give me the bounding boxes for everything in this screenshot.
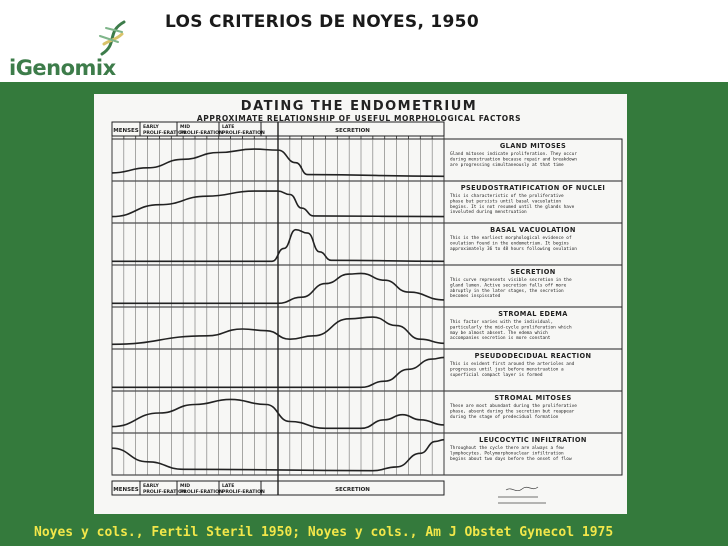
phase-label: MID: [180, 125, 191, 130]
panel-description: Gland mitoses indicate proliferation. They occur: [450, 152, 577, 157]
phase-label: MENSES: [113, 128, 139, 134]
panel-description: involuted during menstruation: [450, 210, 527, 216]
panel-title: LEUCOCYTIC INFILTRATION: [479, 436, 587, 444]
panel-description: lymphocytes. Polymorphonuclear infiltration: [450, 451, 564, 457]
panel-title: SECRETION: [510, 268, 556, 276]
panel-title: STROMAL MITOSES: [494, 394, 572, 402]
panel-description: are progressing simultaneously at that time: [450, 162, 564, 168]
panel-description: gland lumen. Active secretion falls off more: [450, 283, 567, 289]
panel-title: STROMAL EDEMA: [498, 310, 568, 318]
panel-title: PSEUDOSTRATIFICATION OF NUCLEI: [460, 184, 606, 192]
panel-title: GLAND MITOSES: [499, 142, 567, 150]
panel-description: This curve represents visible secretion in the: [450, 278, 572, 283]
phase-label: LATE: [222, 484, 235, 489]
panel-description: This factor varies with the individual,: [450, 320, 554, 325]
phase-label: PROLIF-ERATION: [222, 490, 265, 495]
panel-description: begins. It is not resumed until the glands have: [450, 204, 575, 210]
panel-description: approximately 36 to 48 hours following ovulation: [450, 246, 577, 252]
panel-description: begins about two days before the onset of flow: [450, 456, 572, 462]
author-signature-scribble: [498, 487, 546, 503]
panel-description: abruptly in the later stages, the secretion: [450, 288, 564, 294]
panel-title: PSEUDODECIDUAL REACTION: [474, 352, 592, 360]
citation-footer: Noyes y cols., Fertil Steril 1950; Noyes y cols., Am J Obstet Gynecol 1975: [34, 525, 614, 540]
panel-description: Throughout the cycle there are always a few: [450, 446, 564, 451]
phase-label: SECRETION: [335, 128, 370, 134]
company-logo-text: iGenomix: [9, 56, 116, 80]
panel-description: phase, absent during the secretion but reappear: [450, 409, 575, 415]
panel-title: BASAL VACUOLATION: [490, 226, 576, 234]
phase-label: MID: [180, 484, 191, 489]
phase-label: EARLY: [143, 125, 159, 130]
endometrium-dating-figure: [94, 94, 627, 514]
dating-chart: [94, 94, 627, 514]
panel-description: phase but persists until basal vacuolation: [450, 199, 562, 205]
figure-subtitle: APPROXIMATE RELATIONSHIP OF USEFUL MORPHOLOGICAL FACTORS: [196, 114, 522, 123]
panel-description: during the stage of predecidual formation: [450, 414, 559, 420]
panel-description: ovulation found in the endometrium. It begins: [450, 241, 569, 247]
panel-description: This is the earliest morphological evidence of: [450, 236, 572, 241]
phase-label: PROLIF-ERATION: [222, 131, 265, 136]
panel-description: becomes inspissated: [450, 294, 501, 300]
phase-label: PROLIF-ERATION: [180, 131, 223, 136]
panel-description: These are most abundant during the proliferative: [450, 404, 577, 409]
panel-description: particularly the mid-cycle proliferation which: [450, 325, 572, 331]
dna-helix-icon: [92, 18, 132, 60]
slide-title: LOS CRITERIOS DE NOYES, 1950: [165, 12, 479, 32]
panel-description: superficial compact layer is formed: [450, 372, 543, 378]
chart-grid: [112, 122, 444, 495]
phase-label: PROLIF-ERATION: [180, 490, 223, 495]
panel-description: accompanies secretion is more constant: [450, 336, 551, 342]
figure-title: DATING THE ENDOMETRIUM: [240, 99, 478, 114]
phase-label: MENSES: [113, 487, 139, 493]
slide-header: [0, 0, 728, 82]
phase-label: SECRETION: [335, 487, 370, 493]
panel-description: This is evident first around the arterioles and: [450, 362, 575, 367]
panel-description: may be almost absent. The edema which: [450, 330, 548, 336]
panel-description: progresses until just before menstruation a: [450, 367, 564, 373]
phase-label: EARLY: [143, 484, 159, 489]
panel-description: during menstruation because repair and breakdown: [450, 157, 577, 163]
phase-label: PROLIF-ERATION: [143, 490, 186, 495]
phase-label: PROLIF-ERATION: [143, 131, 186, 136]
phase-label: LATE: [222, 125, 235, 130]
panel-description: This is characteristic of the proliferative: [450, 194, 564, 199]
